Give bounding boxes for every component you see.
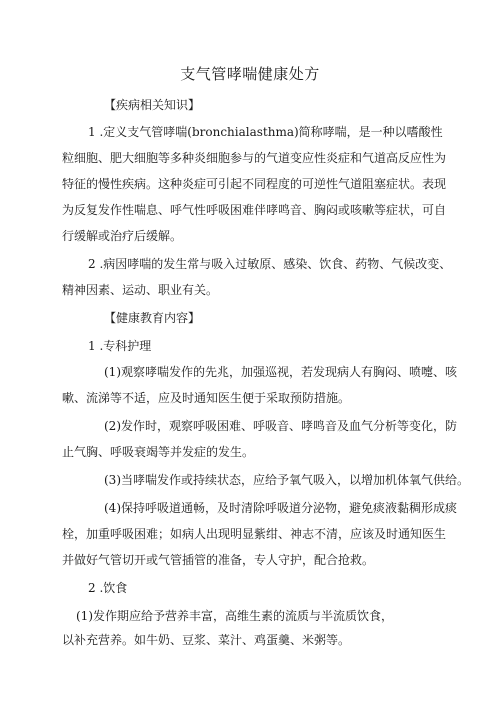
paragraph-cause-line: 2 .病因哮喘的发生常与吸入过敏原、感染、饮食、药物、气候改变、 <box>88 257 452 271</box>
paragraph-cause-line: 精神因素、运动、职业有关。 <box>62 283 219 297</box>
care-item-2-line: 止气胸、呼吸衰竭等并发症的发生。 <box>62 445 255 459</box>
care-item-4-line: (4)保持呼吸道通畅，及时清除呼吸道分泌物，避免痰液黏稠形成痰 <box>104 501 458 515</box>
paragraph-definition-line: 行缓解或治疗后缓解。 <box>62 229 183 243</box>
paragraph-definition-line: 1 .定义支气管哮喘(bronchialasthma)简称哮喘，是一种以嗜酸性 <box>88 125 443 139</box>
section-heading-disease-knowledge: 【疾病相关知识】 <box>104 98 201 112</box>
care-item-4-line: 并做好气管切开或气管插管的准备，专人守护，配合抢救。 <box>62 553 375 567</box>
diet-item-line: 以补充营养。如牛奶、豆浆、菜汁、鸡蛋羹、米粥等。 <box>62 633 351 647</box>
care-item-1-line: (1)观察哮喘发作的先兆，加强巡视，若发现病人有胸闷、喷嚏、咳 <box>104 365 458 379</box>
diet-item-line: (1)发作期应给予营养丰富，高维生素的流质与半流质饮食， <box>76 609 394 623</box>
paragraph-definition-line: 为反复发作性喘息、呼气性呼吸困难伴哮鸣音、胸闷或咳嗽等症状，可自 <box>62 203 447 217</box>
care-item-4-line: 栓，加重呼吸困难；如病人出现明显紫绀、神志不清，应该及时通知医生 <box>62 527 447 541</box>
document-title: 支气管哮喘健康处方 <box>180 65 320 83</box>
subheading-specialist-care: 1 .专科护理 <box>88 339 152 353</box>
care-item-2-line: (2)发作时，观察呼吸困难、呼吸音、哮鸣音及血气分析等变化，防 <box>104 419 458 433</box>
section-heading-health-education: 【健康教育内容】 <box>104 311 201 325</box>
paragraph-definition-line: 特征的慢性疾病。这种炎症可引起不同程度的可逆性气道阻塞症状。表现 <box>62 177 447 191</box>
care-item-3-line: (3)当哮喘发作或持续状态，应给予氧气吸入，以增加机体氧气供给。 <box>104 473 470 487</box>
care-item-1-line: 嗽、流涕等不适，应及时通知医生便于采取预防措施。 <box>62 391 351 405</box>
paragraph-definition-line: 粒细胞、肥大细胞等多种炎细胞参与的气道变应性炎症和气道高反应性为 <box>62 151 447 165</box>
subheading-diet: 2 .饮食 <box>88 581 128 595</box>
